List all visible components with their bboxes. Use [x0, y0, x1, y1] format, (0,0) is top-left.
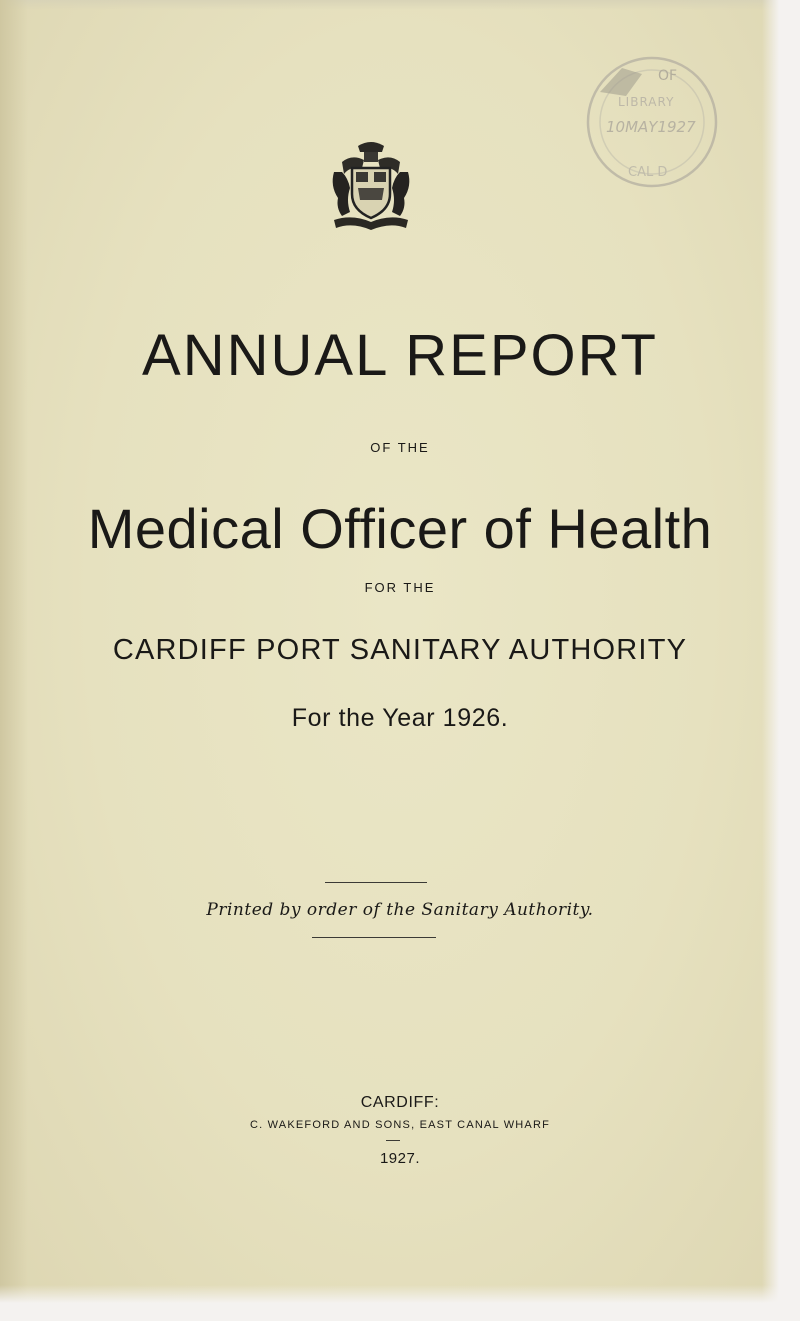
page-right-margin [762, 0, 800, 1321]
stamp-text-library: LIBRARY [618, 95, 675, 109]
authority-name: CARDIFF PORT SANITARY AUTHORITY [112, 634, 688, 666]
stamp-text-bottom: CAL D [628, 165, 668, 180]
report-subject: Medical Officer of Health [87, 497, 713, 560]
report-year: For the Year 1926. [291, 704, 509, 732]
coat-of-arms-crest [328, 138, 414, 230]
library-stamp [582, 52, 722, 192]
stamp-date: 10MAY1927 [606, 118, 696, 136]
printed-by-order: Printed by order of the Sanitary Authority. [206, 900, 594, 920]
divider-rule-bottom [312, 937, 436, 938]
title-connector-of-the: OF THE [370, 440, 430, 455]
page-top-shadow [0, 0, 800, 10]
divider-rule-short [386, 1140, 400, 1141]
divider-rule-top [325, 882, 427, 883]
publication-year: 1927. [379, 1150, 421, 1167]
page-bottom-margin [0, 1285, 800, 1321]
report-title: ANNUAL REPORT [142, 323, 658, 388]
publisher-name: C. WAKEFORD AND SONS, EAST CANAL WHARF [249, 1119, 551, 1131]
title-connector-for-the: FOR THE [364, 580, 436, 595]
stamp-text-top: OF [658, 68, 678, 84]
publisher-city: CARDIFF: [360, 1094, 440, 1111]
